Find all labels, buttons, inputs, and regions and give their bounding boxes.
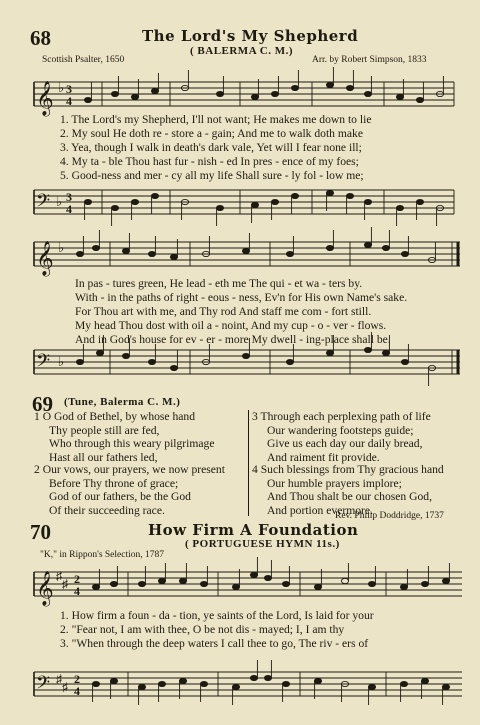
svg-text:𝄞: 𝄞 bbox=[36, 81, 54, 116]
verse-line: In pas - tures green, He lead - eth me The qui - et wa - ters by. bbox=[75, 277, 363, 290]
hymn-68-system-1-bass-staff bbox=[0, 180, 480, 230]
column-divider bbox=[248, 410, 249, 516]
hymn-69-tune: (Tune, Balerma C. M.) bbox=[64, 396, 181, 408]
svg-text:3: 3 bbox=[66, 82, 72, 96]
stanza-line: And portion evermore. bbox=[267, 503, 373, 517]
stanza-line: And raiment fit provide. bbox=[267, 450, 380, 464]
hymn-70-bass-staff bbox=[0, 660, 480, 710]
svg-text:𝄢: 𝄢 bbox=[36, 672, 51, 697]
verse-line: 2. My soul He doth re - store a - gain; And me to walk doth make bbox=[60, 127, 363, 140]
hymn-69-author: Rev. Philip Doddridge, 1737 bbox=[335, 511, 444, 521]
svg-text:𝄢: 𝄢 bbox=[36, 350, 51, 375]
stanza-line: 3 Through each perplexing path of life bbox=[252, 410, 431, 423]
svg-text:♭: ♭ bbox=[58, 240, 65, 255]
stanza-line: Who through this weary pilgrimage bbox=[49, 437, 215, 451]
hymn-70-tune: ( PORTUGUESE HYMN 11s.) bbox=[185, 538, 340, 550]
stanza-line: Thy people still are fed, bbox=[49, 423, 160, 437]
verse-line: 5. Good-ness and mer - cy all my life Shall sure - ly fol - low me; bbox=[60, 169, 364, 182]
stanza-line: 2 Our vows, our prayers, we now present bbox=[34, 463, 225, 476]
stanza-line: 4 Such blessings from Thy gracious hand bbox=[252, 463, 444, 476]
verse-line: 3. "When through the deep waters I call thee to go, The riv - ers of bbox=[60, 637, 369, 650]
svg-text:♭: ♭ bbox=[58, 80, 65, 95]
svg-text:♯: ♯ bbox=[56, 569, 62, 583]
hymn-68-system-1-lyrics bbox=[60, 113, 371, 183]
stanza-line: Give us each day our daily bread, bbox=[267, 437, 423, 451]
stanza-line: Before Thy throne of grace; bbox=[49, 476, 179, 490]
svg-text:𝄢: 𝄢 bbox=[36, 190, 51, 215]
stanza-line: Of their succeeding race. bbox=[49, 503, 165, 517]
verse-line: 1. How firm a foun - da - tion, ye saints of the Lord, Is laid for your bbox=[60, 609, 374, 622]
svg-text:4: 4 bbox=[74, 584, 80, 598]
hymn-69-stanza-2 bbox=[34, 463, 225, 517]
verse-line: And in God's house for ev - er - more My dwell - ing-place shall be. bbox=[75, 333, 391, 346]
hymn-68-tune: ( BALERMA C. M.) bbox=[190, 45, 294, 57]
hymn-70-treble-staff bbox=[0, 560, 480, 610]
verse-line: 3. Yea, though I walk in death's dark vale, Yet will I fear none ill; bbox=[60, 141, 362, 154]
svg-text:♯: ♯ bbox=[62, 577, 68, 591]
hymn-69-number: 69 bbox=[32, 392, 53, 416]
hymn-68-system-2-treble-staff bbox=[0, 232, 480, 282]
stanza-line: 1 O God of Bethel, by whose hand bbox=[34, 410, 195, 423]
hymn-68-system-2-bass-staff bbox=[0, 340, 480, 390]
hymn-69-stanza-3 bbox=[252, 410, 431, 464]
hymn-69-stanza-1 bbox=[34, 410, 215, 464]
stanza-line: And Thou shalt be our chosen God, bbox=[267, 490, 432, 504]
hymn-68-title: The Lord's My Shepherd bbox=[142, 27, 359, 45]
svg-text:2: 2 bbox=[74, 572, 80, 586]
svg-text:♯: ♯ bbox=[62, 680, 68, 694]
hymn-68-system-2-lyrics bbox=[75, 277, 407, 347]
svg-text:𝄞: 𝄞 bbox=[36, 572, 54, 605]
svg-text:♭: ♭ bbox=[56, 194, 63, 209]
verse-line: 2. "Fear not, I am with thee, O be not dis - mayed; I, I am thy bbox=[60, 623, 345, 636]
hymn-70-words-credit: "K," in Rippon's Selection, 1787 bbox=[40, 550, 164, 560]
svg-text:♭: ♭ bbox=[58, 354, 65, 369]
hymn-70-title: How Firm A Foundation bbox=[148, 521, 359, 539]
verse-line: With - in the paths of right - eous - ness, Ev'n for His own Name's sake. bbox=[75, 291, 408, 304]
svg-text:4: 4 bbox=[74, 684, 80, 698]
verse-line: For Thou art with me, and Thy rod And staff me com - fort still. bbox=[75, 305, 372, 318]
hymn-69-stanza-4 bbox=[252, 463, 444, 517]
verse-line: 1. The Lord's my Shepherd, I'll not want; He makes me down to lie bbox=[60, 113, 372, 126]
stanza-line: Our humble prayers implore; bbox=[267, 476, 402, 490]
hymn-68-number: 68 bbox=[30, 26, 51, 50]
stanza-line: Hast all our fathers led, bbox=[49, 450, 158, 464]
svg-text:2: 2 bbox=[74, 672, 80, 686]
svg-text:4: 4 bbox=[66, 202, 72, 216]
stanza-line: Our wandering footsteps guide; bbox=[267, 423, 414, 437]
svg-text:3: 3 bbox=[66, 190, 72, 204]
verse-line: 4. My ta - ble Thou hast fur - nish - ed In pres - ence of my foes; bbox=[60, 155, 359, 168]
hymn-70-number: 70 bbox=[30, 520, 51, 544]
stanza-line: God of our fathers, be the God bbox=[49, 490, 191, 504]
verse-line: My head Thou dost with oil a - noint, And my cup - o - ver - flows. bbox=[75, 319, 387, 332]
svg-text:♯: ♯ bbox=[56, 672, 62, 686]
svg-text:4: 4 bbox=[66, 94, 72, 108]
hymn-68-music-credit: Arr. by Robert Simpson, 1833 bbox=[312, 55, 427, 65]
hymn-68-words-credit: Scottish Psalter, 1650 bbox=[42, 55, 125, 65]
svg-text:𝄞: 𝄞 bbox=[36, 242, 54, 275]
hymn-70-lyrics bbox=[60, 609, 374, 651]
